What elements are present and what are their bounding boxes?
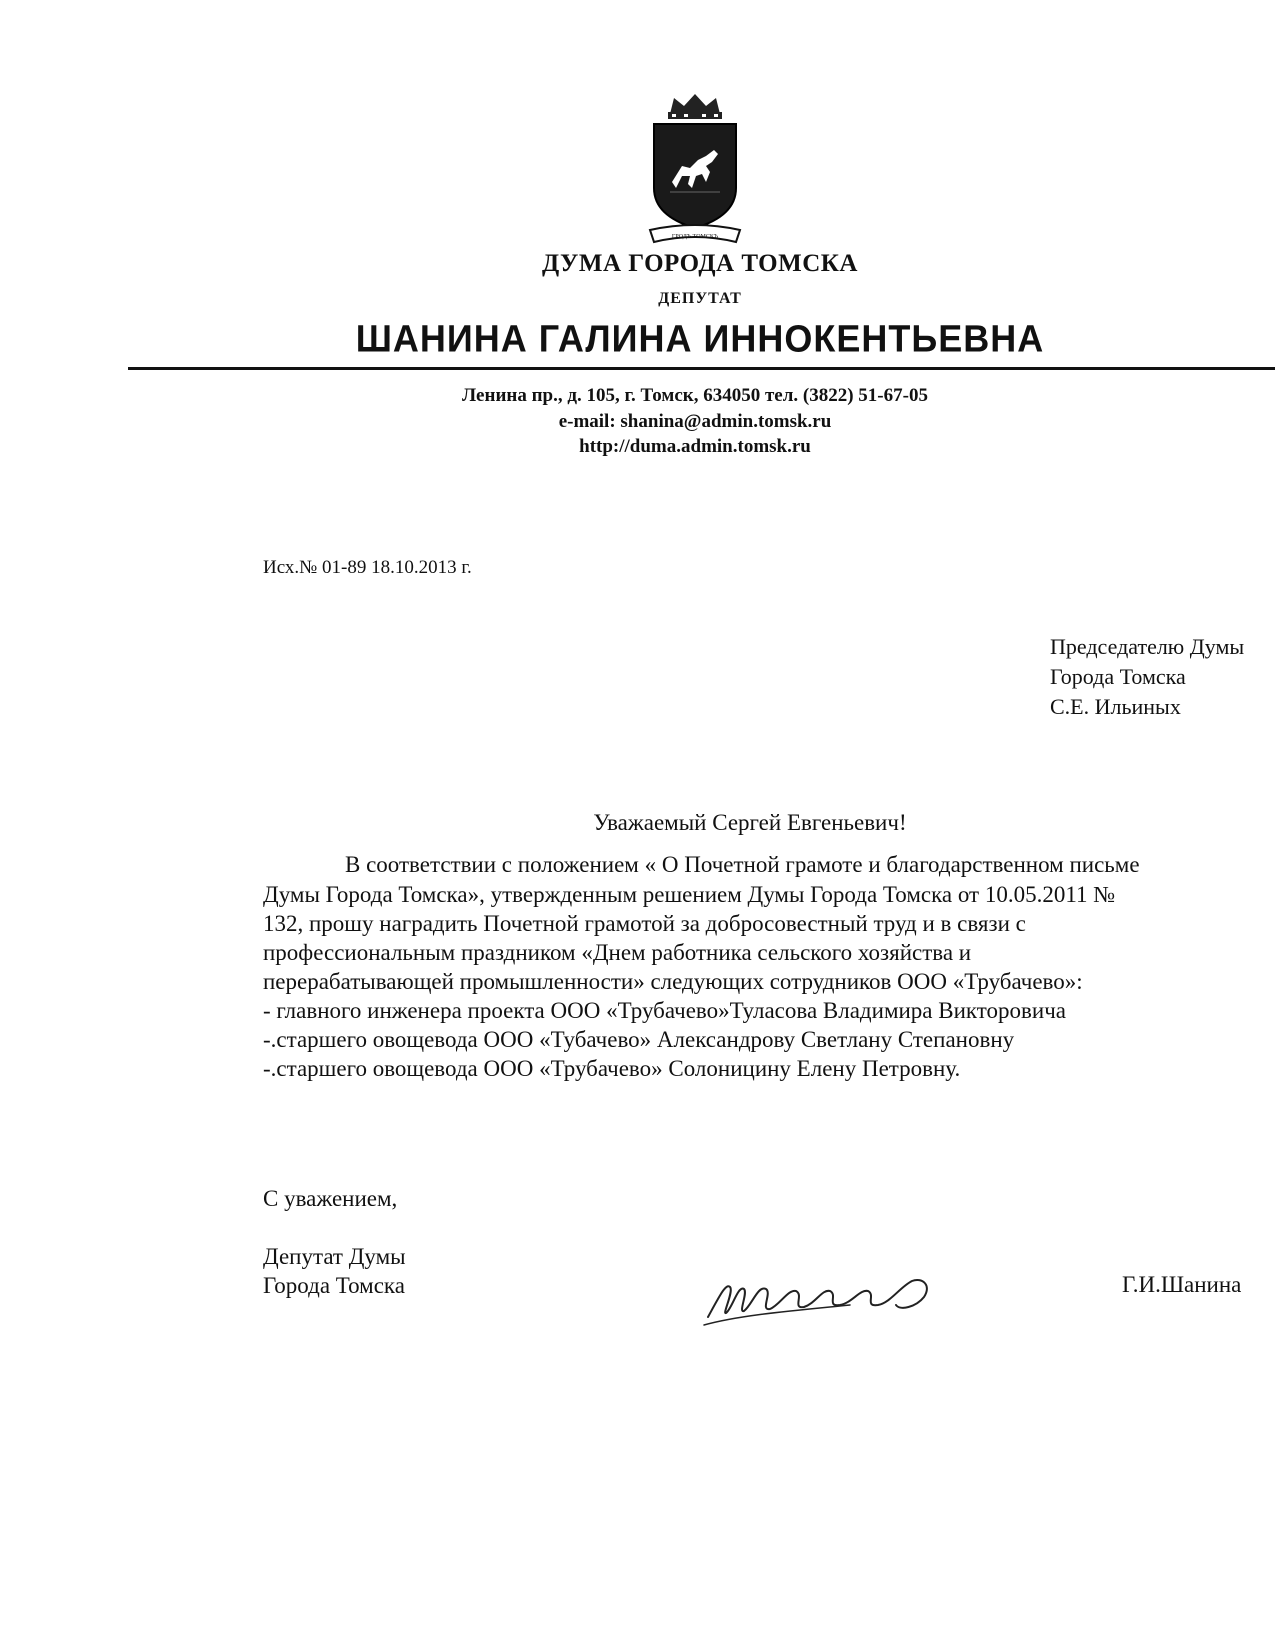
contact-email: e-mail: shanina@admin.tomsk.ru [558,411,832,432]
outgoing-reference: Исх.№ 01-89 18.10.2013 г. [263,557,472,578]
addressee-block [1050,632,1244,722]
contact-address: Ленина пр., д. 105, г. Томск, 634050 тел. (3822) 51-67-05 [462,385,928,406]
signer-title-line: Города Томска [263,1273,405,1298]
addressee-line: Города Томска [1050,664,1186,689]
signer-name: Г.И.Шанина [1122,1272,1242,1297]
header-divider [128,367,1275,370]
organization-name: ДУМА ГОРОДА ТОМСКА [542,250,858,277]
addressee-line: Председателю Думы [1050,634,1245,659]
signer-title-line: Депутат Думы [263,1244,406,1269]
deputy-role: ДЕПУТАТ [658,290,742,307]
body-line: -.старшего овощевода ООО «Тубачево» Александрову Светлану Степановну [263,1027,1015,1052]
handwritten-signature [700,1255,960,1335]
coat-of-arms-emblem [640,92,750,252]
closing-regards: С уважением, [263,1186,398,1211]
body-line: 132, прошу наградить Почетной грамотой за добросовестный труд и в связи с [263,911,1026,936]
greeting: Уважаемый Сергей Евгеньевич! [593,810,907,835]
coat-of-arms-motto: ГРОДЪ ТОМСКЪ [671,234,719,240]
addressee-line: С.Е. Ильиных [1050,694,1181,719]
deputy-name: ШАНИНА ГАЛИНА ИННОКЕНТЬЕВНА [355,316,1045,360]
body-line: В соответствии с положением « О Почетной грамоте и благодарственном письме [345,852,1140,877]
contact-website: http://duma.admin.tomsk.ru [579,436,811,457]
body-line: Думы Города Томска», утвержденным решением Думы Города Томска от 10.05.2011 № [263,882,1116,907]
body-line: профессиональным праздником «Днем работника сельского хозяйства и [263,940,972,965]
body-line: - главного инженера проекта ООО «Трубачево»Туласова Владимира Викторовича [263,998,1066,1023]
body-line: -.старшего овощевода ООО «Трубачево» Солоницину Елену Петровну. [263,1056,961,1081]
body-line: перерабатывающей промышленности» следующих сотрудников ООО «Трубачево»: [263,969,1083,994]
